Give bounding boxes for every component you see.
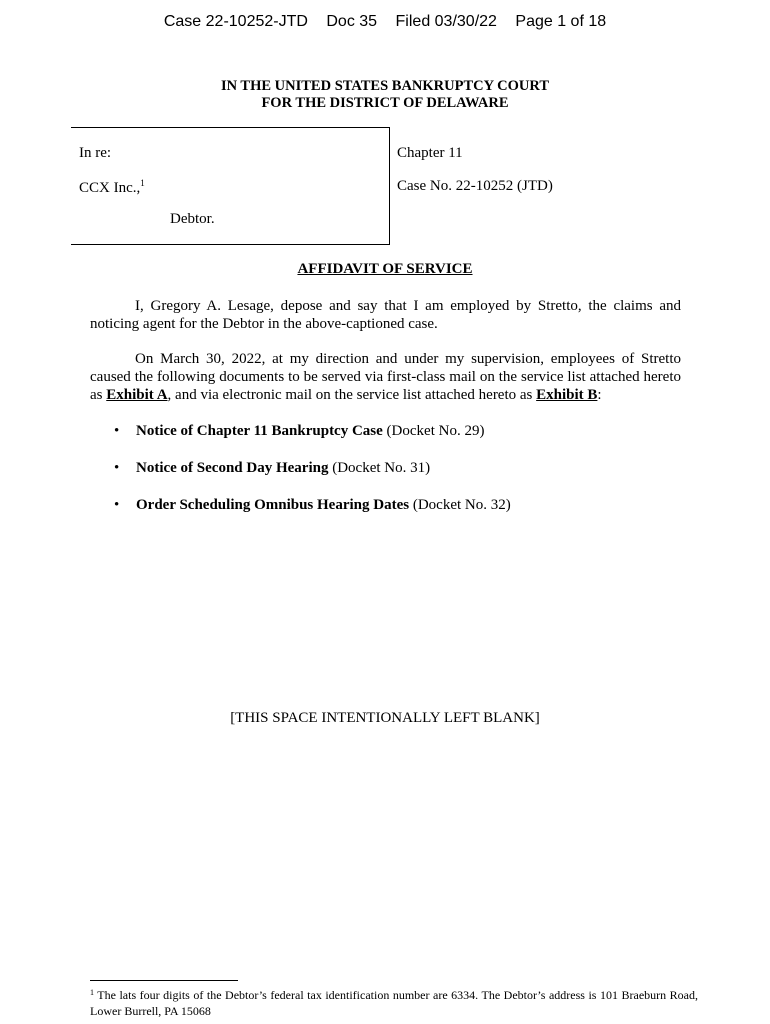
page-number-stamp: Page 1 of 18 (515, 13, 607, 30)
court-heading (0, 78, 770, 112)
footnote-divider (90, 980, 238, 981)
debtor-name-text: CCX Inc., (79, 180, 141, 196)
document-title: AFFIDAVIT OF SERVICE (297, 261, 473, 277)
paragraph-employment-text: I, Gregory A. Lesage, depose and say that I am employed by Stretto, the claims and noticing agent for the Debtor in the above-captioned case. (90, 298, 681, 332)
debtor-name (79, 178, 145, 197)
in-re-label: In re: (79, 145, 112, 161)
docket-reference: (Docket No. 29) (382, 423, 485, 439)
exhibit-a-reference: Exhibit A (106, 387, 168, 403)
footnote-text: The lats four digits of the Debtor’s federal tax identification number are 6334. The Debtor’s address is 101 Braeburn Road, Lower Burrell, PA 15068 (90, 988, 698, 1018)
court-heading-line1: IN THE UNITED STATES BANKRUPTCY COURT (220, 78, 550, 94)
case-number-stamp: Case 22-10252-JTD (163, 13, 308, 30)
paragraph-service (90, 350, 681, 404)
docket-reference: (Docket No. 31) (328, 460, 431, 476)
exhibit-b-reference: Exhibit B (536, 387, 598, 403)
document-name: Notice of Chapter 11 Bankruptcy Case (136, 423, 383, 439)
bullet-icon: • (114, 460, 120, 476)
chapter-label: Chapter 11 (397, 145, 463, 161)
footnote-marker: 1 (140, 178, 145, 188)
court-heading-line2: FOR THE DISTRICT OF DELAWARE (261, 95, 509, 111)
filed-date-stamp: Filed 03/30/22 (395, 13, 497, 30)
document-name: Notice of Second Day Hearing (136, 460, 329, 476)
paragraph-service-text-3: : (597, 387, 602, 403)
case-number-label: Case No. 22-10252 (JTD) (397, 178, 553, 194)
footnote (90, 985, 698, 1019)
footnote-number: 1 (90, 988, 94, 997)
bullet-icon: • (114, 423, 120, 439)
doc-number-stamp: Doc 35 (326, 13, 378, 30)
docket-reference: (Docket No. 32) (409, 497, 511, 513)
paragraph-employment (90, 297, 681, 333)
paragraph-service-text-2: , and via electronic mail on the service list attached hereto as (167, 387, 537, 403)
debtor-label: Debtor. (170, 211, 215, 227)
document-name: Order Scheduling Omnibus Hearing Dates (136, 497, 410, 513)
bullet-icon: • (114, 497, 120, 513)
docket-header-stamp (0, 13, 770, 31)
paragraph-service-text-1: On March 30, 2022, at my direction and under my supervision, employees of Stretto caused the following documents to be served via first-class mail on the service list attached hereto as (90, 351, 681, 403)
blank-space-note: [THIS SPACE INTENTIONALLY LEFT BLANK] (230, 710, 540, 726)
